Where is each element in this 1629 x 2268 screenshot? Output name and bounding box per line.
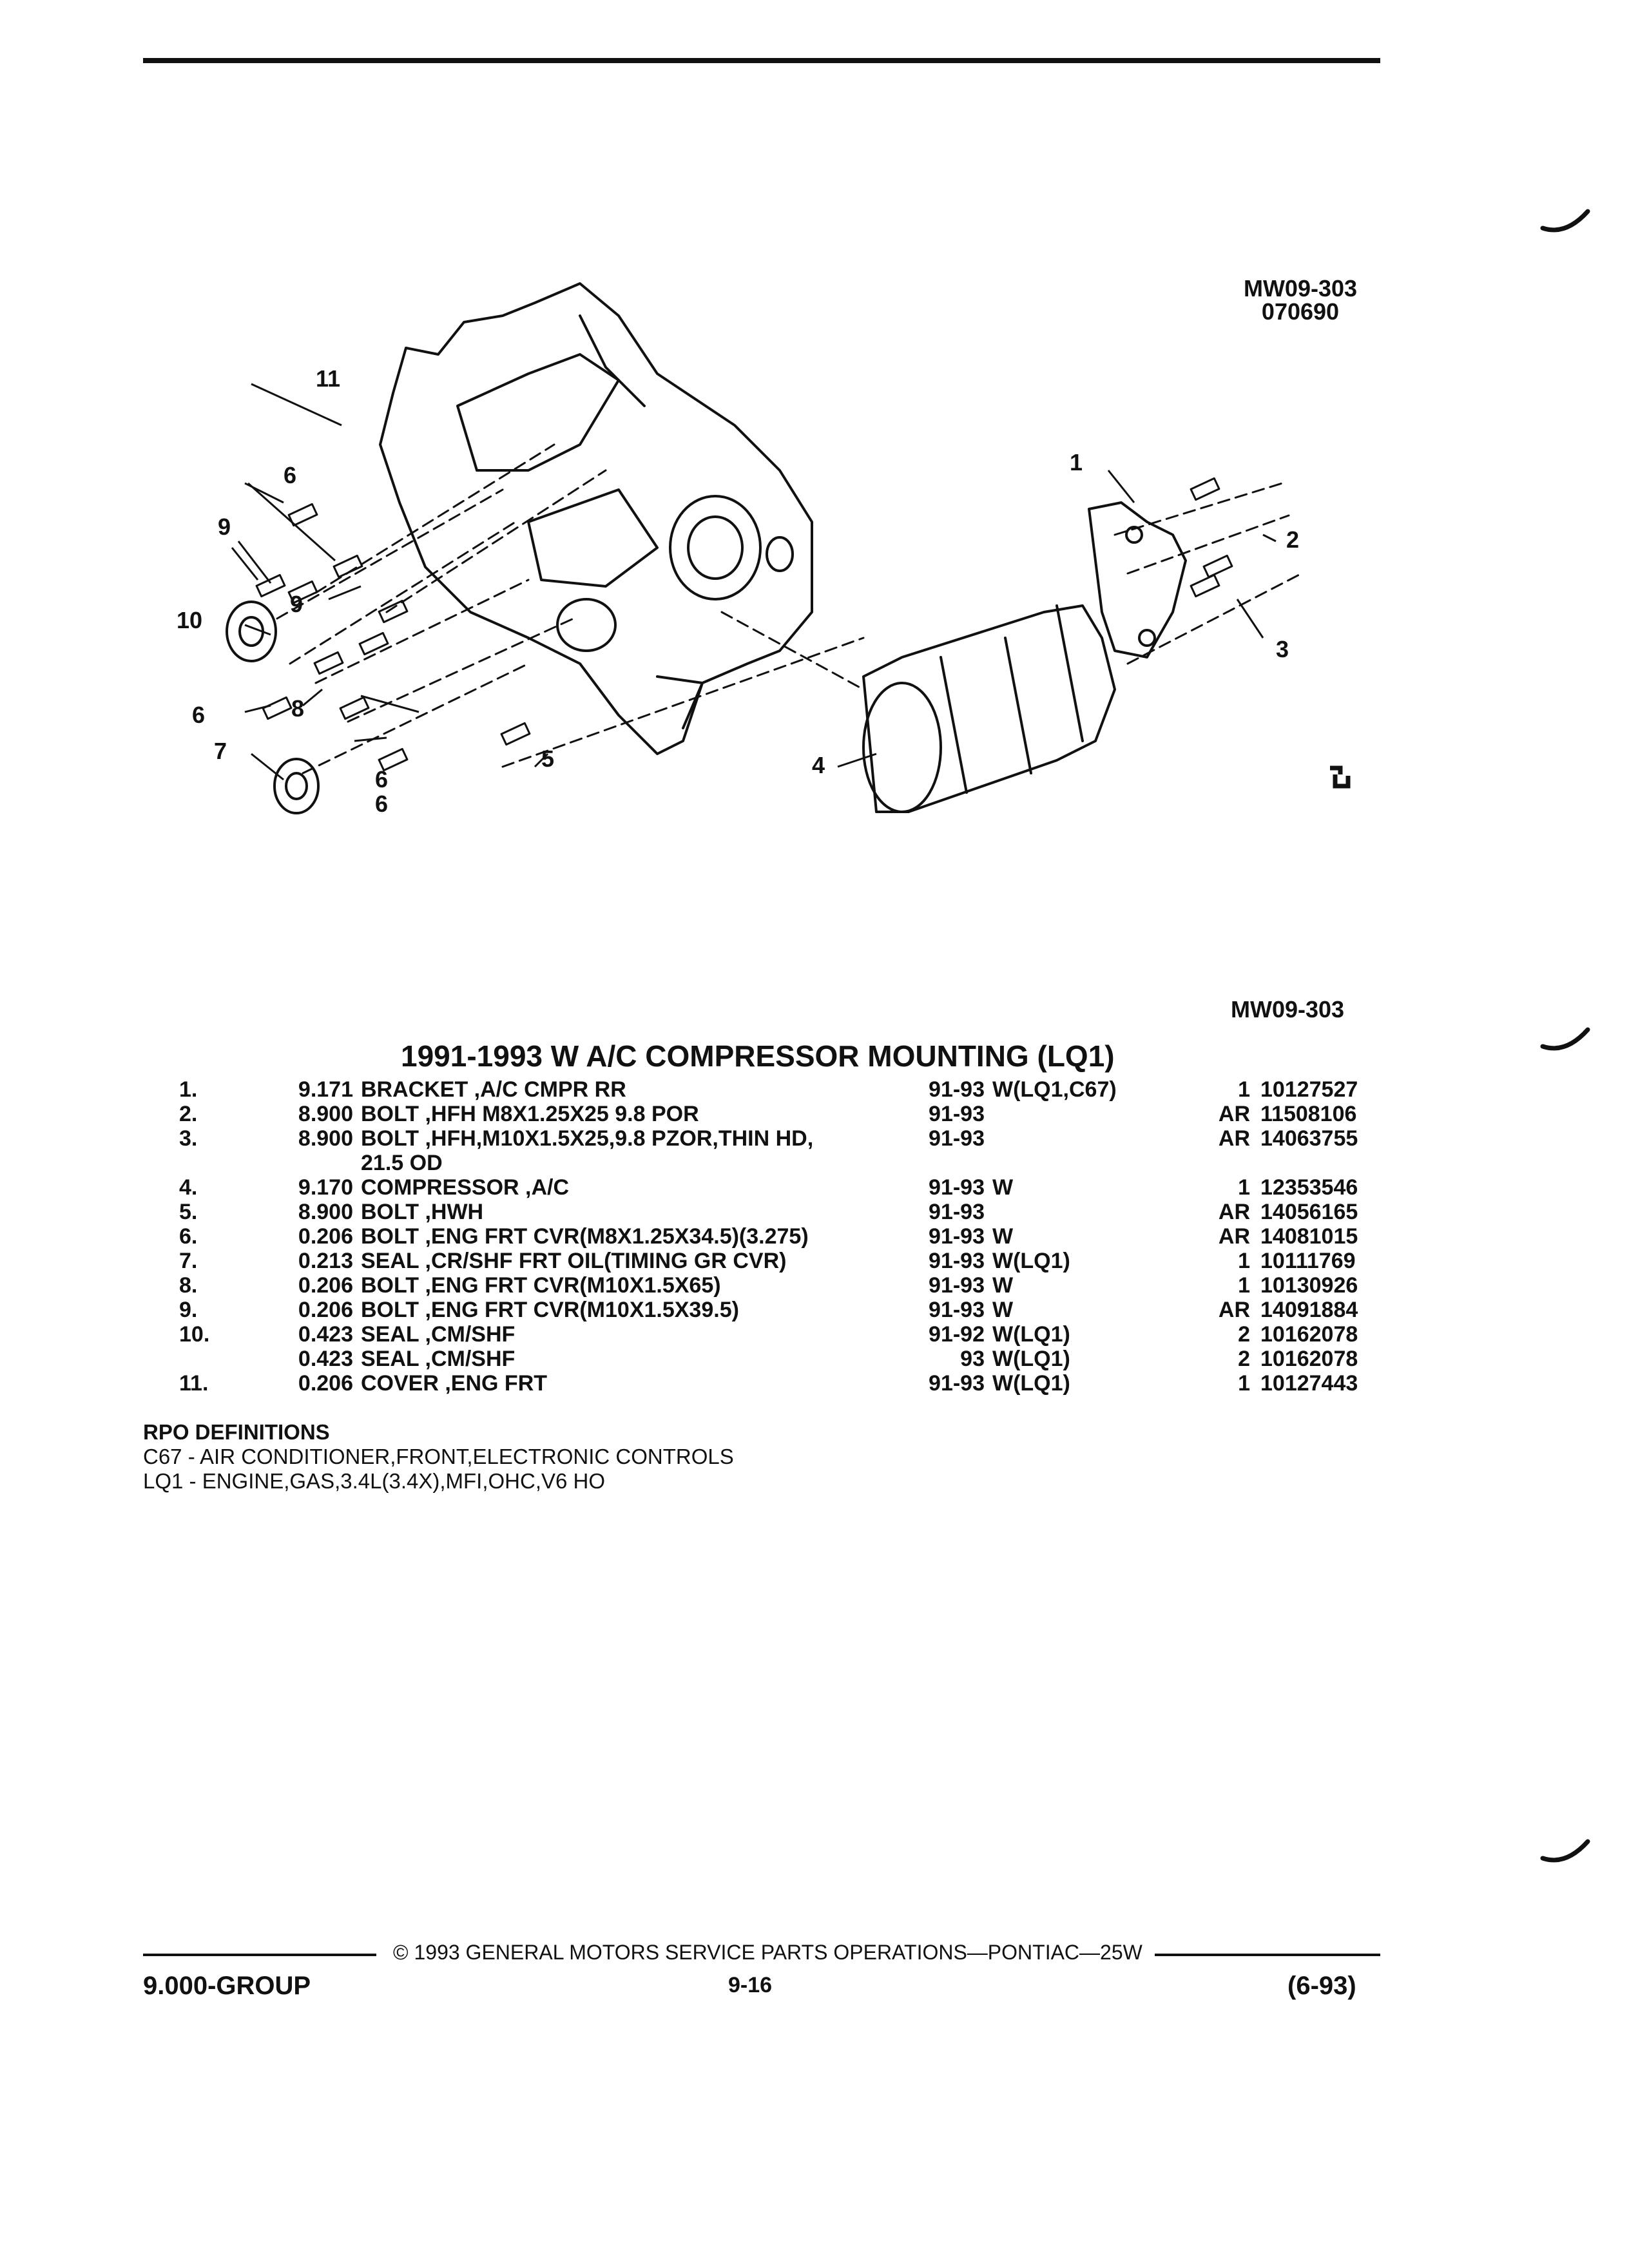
rpo-title: RPO DEFINITIONS xyxy=(143,1420,330,1444)
part-description: BOLT ,ENG FRT CVR(M10X1.5X39.5) xyxy=(361,1298,739,1322)
model-years: 93 xyxy=(960,1347,985,1371)
group-number: 9.170 xyxy=(298,1175,353,1200)
model-years: 91-93 xyxy=(929,1102,985,1126)
margin-mark-bottom xyxy=(1540,1836,1592,1869)
parts-row xyxy=(161,1347,1398,1371)
callout-6a: 6 xyxy=(284,462,297,488)
footer-copyright-line xyxy=(143,1941,1380,1966)
parts-row xyxy=(161,1322,1398,1347)
part-number: 14091884 xyxy=(1260,1298,1358,1322)
page-number: 9-16 xyxy=(728,1973,773,1997)
part-description: SEAL ,CM/SHF xyxy=(361,1347,516,1371)
quantity: AR xyxy=(1218,1298,1250,1322)
parts-row xyxy=(161,1371,1398,1396)
usage-code: W(LQ1) xyxy=(992,1322,1070,1347)
part-number: 10111769 xyxy=(1260,1249,1356,1273)
callout-4: 4 xyxy=(812,752,825,778)
usage-code: W(LQ1,C67) xyxy=(992,1077,1117,1102)
model-years: 91-93 xyxy=(929,1249,985,1273)
part-number: 11508106 xyxy=(1260,1102,1357,1126)
part-description: BOLT ,HFH M8X1.25X25 9.8 POR xyxy=(361,1102,699,1126)
part-description: SEAL ,CR/SHF FRT OIL(TIMING GR CVR) xyxy=(361,1249,787,1273)
item-number: 1. xyxy=(179,1077,198,1102)
quantity: AR xyxy=(1218,1224,1250,1249)
callout-10: 10 xyxy=(177,607,203,633)
callout-8: 8 xyxy=(291,695,305,722)
ac-bracket xyxy=(1089,503,1186,657)
item-number: 11. xyxy=(179,1371,209,1396)
quantity: 1 xyxy=(1238,1175,1250,1200)
seal-10 xyxy=(227,602,276,661)
part-number: 10162078 xyxy=(1260,1347,1358,1371)
part-number: 14081015 xyxy=(1260,1224,1358,1249)
parts-row xyxy=(161,1175,1398,1200)
model-years: 91-93 xyxy=(929,1371,985,1396)
section-title: 1991-1993 W A/C COMPRESSOR MOUNTING (LQ1) xyxy=(401,1039,1115,1073)
quantity: AR xyxy=(1218,1102,1250,1126)
parts-row xyxy=(161,1077,1398,1102)
model-years: 91-93 xyxy=(929,1224,985,1249)
item-number: 10. xyxy=(179,1322,210,1347)
callout-7: 7 xyxy=(214,738,227,764)
group-number: 0.423 xyxy=(298,1347,353,1371)
callout-11: 11 xyxy=(316,365,341,392)
footer-copyright: © 1993 GENERAL MOTORS SERVICE PARTS OPERATIONS—PONTIAC—25W xyxy=(393,1941,1142,1964)
part-description: BOLT ,ENG FRT CVR(M10X1.5X65) xyxy=(361,1273,721,1298)
group-number: 0.206 xyxy=(298,1224,353,1249)
model-years: 91-93 xyxy=(929,1200,985,1224)
model-years: 91-93 xyxy=(929,1077,985,1102)
footer-rule-right xyxy=(1155,1954,1380,1956)
illustration-code-line2: 070690 xyxy=(1261,298,1340,325)
quantity: 1 xyxy=(1238,1273,1250,1298)
parts-row xyxy=(161,1224,1398,1249)
gm-service-logo-icon xyxy=(1326,764,1354,793)
part-description: SEAL ,CM/SHF xyxy=(361,1322,516,1347)
group-number: 0.206 xyxy=(298,1298,353,1322)
item-number: 3. xyxy=(179,1126,198,1151)
model-years: 91-92 xyxy=(929,1322,985,1347)
callout-6d: 6 xyxy=(375,791,389,817)
quantity: 1 xyxy=(1238,1371,1250,1396)
quantity: 1 xyxy=(1238,1077,1250,1102)
group-number: 9.171 xyxy=(298,1077,353,1102)
item-number: 2. xyxy=(179,1102,198,1126)
callout-9a: 9 xyxy=(218,514,231,540)
part-number: 10162078 xyxy=(1260,1322,1358,1347)
item-number: 4. xyxy=(179,1175,198,1200)
part-description: BOLT ,HWH xyxy=(361,1200,484,1224)
part-description: BOLT ,ENG FRT CVR(M8X1.25X34.5)(3.275) xyxy=(361,1224,809,1249)
parts-row xyxy=(161,1273,1398,1298)
part-number: 14056165 xyxy=(1260,1200,1358,1224)
quantity: AR xyxy=(1218,1200,1250,1224)
model-years: 91-93 xyxy=(929,1273,985,1298)
group-number: 8.900 xyxy=(298,1200,353,1224)
quantity: 2 xyxy=(1238,1347,1250,1371)
exploded-view-diagram xyxy=(168,277,1392,857)
item-number: 8. xyxy=(179,1273,198,1298)
usage-code: W(LQ1) xyxy=(992,1347,1070,1371)
footer-group: 9.000-GROUP xyxy=(143,1972,311,2000)
part-number: 10130926 xyxy=(1260,1273,1358,1298)
usage-code: W xyxy=(992,1298,1014,1322)
part-description: BRACKET ,A/C CMPR RR xyxy=(361,1077,626,1102)
margin-mark-top xyxy=(1540,206,1592,238)
part-number: 12353546 xyxy=(1260,1175,1358,1200)
callout-9b: 9 xyxy=(290,591,304,617)
rpo-definitions xyxy=(143,1420,734,1494)
usage-code: W(LQ1) xyxy=(992,1371,1070,1396)
footer-rule-left xyxy=(143,1954,376,1956)
item-number: 7. xyxy=(179,1249,198,1273)
callout-6c: 6 xyxy=(375,766,389,793)
model-years: 91-93 xyxy=(929,1298,985,1322)
group-number: 0.206 xyxy=(298,1371,353,1396)
group-number: 0.213 xyxy=(298,1249,353,1273)
parts-row xyxy=(161,1249,1398,1273)
parts-row xyxy=(161,1126,1398,1175)
usage-code: W xyxy=(992,1175,1014,1200)
group-number: 0.423 xyxy=(298,1322,353,1347)
seal-7 xyxy=(275,759,318,813)
top-rule xyxy=(143,58,1380,63)
quantity: 2 xyxy=(1238,1322,1250,1347)
group-number: 8.900 xyxy=(298,1126,353,1151)
crank-bore xyxy=(670,496,760,599)
usage-code: W xyxy=(992,1273,1014,1298)
group-number: 8.900 xyxy=(298,1102,353,1126)
callout-3: 3 xyxy=(1276,636,1289,662)
part-number: 14063755 xyxy=(1260,1126,1358,1151)
illustration-code-line1: MW09-303 xyxy=(1243,275,1358,302)
quantity: 1 xyxy=(1238,1249,1250,1273)
item-number: 5. xyxy=(179,1200,198,1224)
parts-list xyxy=(161,1077,1398,1396)
callout-2: 2 xyxy=(1286,526,1300,553)
parts-row xyxy=(161,1298,1398,1322)
part-description: COMPRESSOR ,A/C xyxy=(361,1175,570,1200)
item-number: 6. xyxy=(179,1224,198,1249)
part-number: 10127527 xyxy=(1260,1077,1358,1102)
parts-row xyxy=(161,1102,1398,1126)
callout-6b: 6 xyxy=(192,702,206,728)
parts-row xyxy=(161,1200,1398,1224)
model-years: 91-93 xyxy=(929,1175,985,1200)
part-number: 10127443 xyxy=(1260,1371,1358,1396)
revision-date: (6-93) xyxy=(1287,1972,1356,2000)
part-description-line1: BOLT ,HFH,M10X1.5X25,9.8 PZOR,THIN HD, xyxy=(361,1126,814,1151)
callout-1: 1 xyxy=(1070,449,1083,476)
item-number: 9. xyxy=(179,1298,198,1322)
usage-code: W xyxy=(992,1224,1014,1249)
callout-5: 5 xyxy=(541,745,555,772)
part-description-line2: 21.5 OD xyxy=(361,1151,443,1175)
quantity: AR xyxy=(1218,1126,1250,1151)
figure-code: MW09-303 xyxy=(1231,996,1345,1023)
part-description: COVER ,ENG FRT xyxy=(361,1371,548,1396)
usage-code: W(LQ1) xyxy=(992,1249,1070,1273)
rpo-line-lq1: LQ1 - ENGINE,GAS,3.4L(3.4X),MFI,OHC,V6 HO xyxy=(143,1469,606,1493)
engine-front-cover xyxy=(380,284,812,754)
rpo-line-c67: C67 - AIR CONDITIONER,FRONT,ELECTRONIC CONTROLS xyxy=(143,1445,734,1468)
margin-mark-middle xyxy=(1540,1024,1592,1057)
group-number: 0.206 xyxy=(298,1273,353,1298)
model-years: 91-93 xyxy=(929,1126,985,1151)
